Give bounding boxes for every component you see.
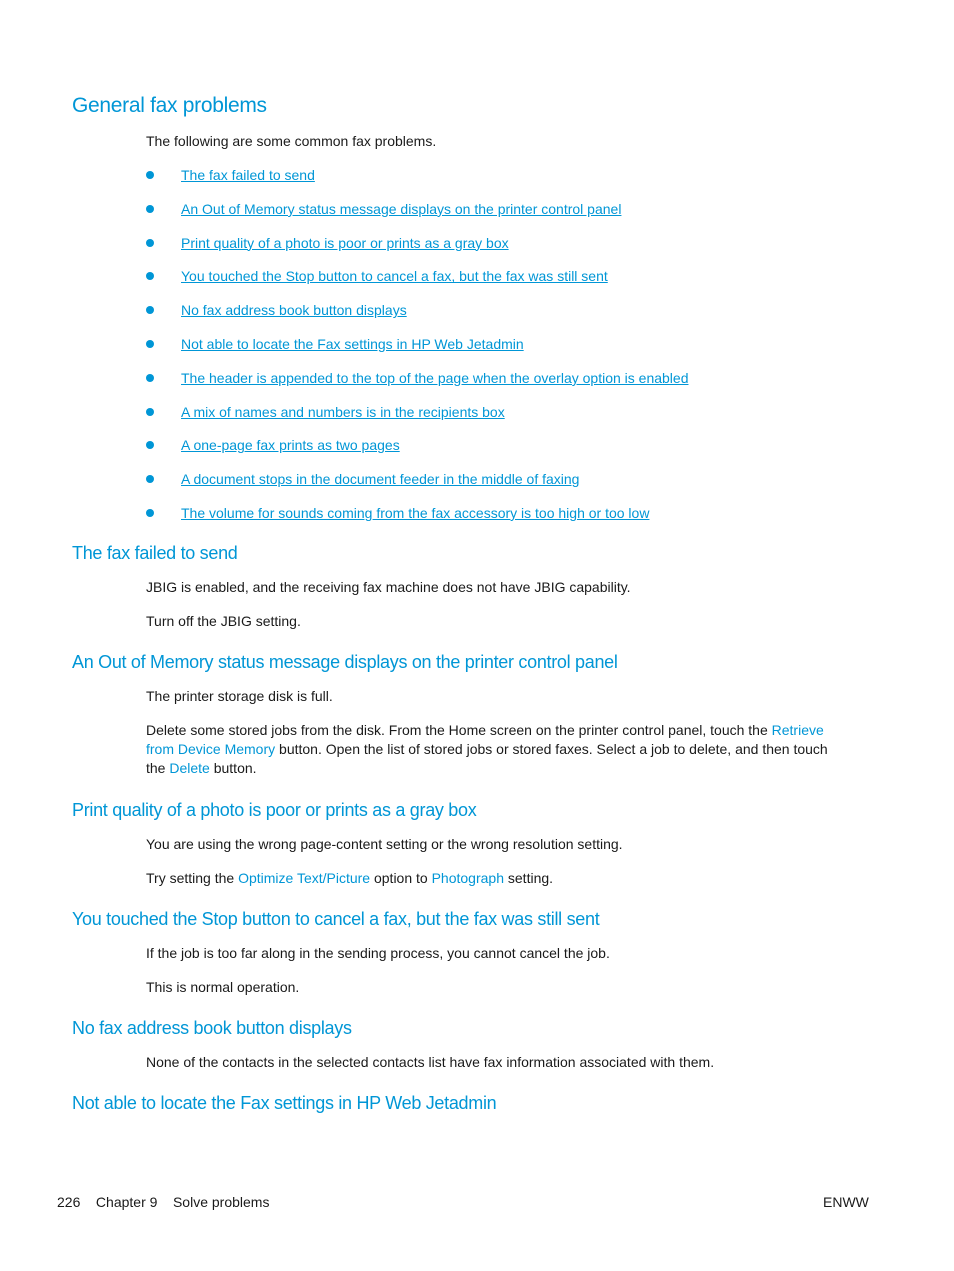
- list-item: [146, 504, 689, 538]
- bullet-icon: [146, 475, 154, 483]
- heading-print-quality: Print quality of a photo is poor or prints as a gray box: [72, 800, 477, 820]
- bullet-icon: [146, 441, 154, 449]
- chapter-title: Solve problems: [172, 1194, 270, 1210]
- link-stop-button[interactable]: You touched the Stop button to cancel a fax, but the fax was still sent: [181, 268, 608, 285]
- link-mix-names[interactable]: A mix of names and numbers is in the recipients box: [181, 403, 505, 420]
- heading-address-book: No fax address book button displays: [72, 1018, 352, 1038]
- bullet-icon: [146, 408, 154, 416]
- print-quality-solution: Try setting the Optimize Text/Picture option to Photograph setting.: [146, 870, 554, 886]
- print-quality-cause: You are using the wrong page-content setting or the wrong resolution setting.: [146, 836, 623, 852]
- bullet-icon: [146, 205, 154, 213]
- page-number: 226: [57, 1194, 81, 1210]
- list-item: [146, 335, 689, 369]
- link-fax-failed[interactable]: The fax failed to send: [181, 167, 315, 183]
- stop-button-solution: This is normal operation.: [146, 979, 300, 995]
- bullet-icon: [146, 509, 154, 517]
- heading-out-of-memory: An Out of Memory status message displays on the printer control panel: [72, 652, 618, 672]
- list-item: [146, 200, 689, 234]
- problem-link-list: [146, 166, 689, 538]
- retrieve-from-device-memory-button-ref: Retrieve from Device Memory: [146, 722, 824, 757]
- bullet-icon: [146, 239, 154, 247]
- heading-fax-failed: The fax failed to send: [72, 543, 238, 563]
- fax-failed-cause: JBIG is enabled, and the receiving fax machine does not have JBIG capability.: [146, 579, 631, 595]
- chapter-label: Chapter 9: [95, 1194, 158, 1210]
- address-book-cause: None of the contacts in the selected contacts list have fax information associated with them.: [146, 1054, 715, 1070]
- link-one-page[interactable]: A one-page fax prints as two pages: [181, 437, 400, 454]
- bullet-icon: [146, 272, 154, 280]
- stop-button-cause: If the job is too far along in the sending process, you cannot cancel the job.: [146, 945, 610, 961]
- bullet-icon: [146, 171, 154, 179]
- optimize-text-picture-ref: Optimize Text/Picture: [238, 870, 371, 886]
- bullet-icon: [146, 340, 154, 348]
- list-item: [146, 166, 689, 200]
- list-item: [146, 470, 689, 504]
- bullet-icon: [146, 374, 154, 382]
- link-print-quality[interactable]: Print quality of a photo is poor or prints as a gray box: [181, 234, 509, 251]
- page-footer-right: ENWW: [823, 1194, 869, 1210]
- link-out-of-memory[interactable]: An Out of Memory status message displays on the printer control panel: [181, 200, 622, 217]
- link-volume[interactable]: The volume for sounds coming from the fax accessory is too high or too low: [181, 504, 650, 521]
- list-item: [146, 403, 689, 437]
- link-jetadmin[interactable]: Not able to locate the Fax settings in HP Web Jetadmin: [181, 335, 524, 352]
- out-of-memory-solution: Delete some stored jobs from the disk. From the Home screen on the printer control panel, touch the Retrieve from Device Memory button. Open the list of stored jobs or stored faxes. Select a job to delete, and then touch the Delete button.: [146, 722, 828, 776]
- list-item: [146, 301, 689, 335]
- delete-button-ref: Delete: [169, 760, 210, 776]
- fax-failed-solution: Turn off the JBIG setting.: [146, 613, 301, 629]
- bullet-icon: [146, 306, 154, 314]
- photograph-ref: Photograph: [431, 870, 504, 886]
- list-item: [146, 267, 689, 301]
- heading-stop-button: You touched the Stop button to cancel a fax, but the fax was still sent: [72, 909, 600, 929]
- page-title: General fax problems: [72, 94, 267, 117]
- page-footer-left: [57, 1194, 269, 1210]
- intro-text: The following are some common fax problems.: [146, 133, 437, 149]
- list-item: [146, 234, 689, 268]
- heading-jetadmin: Not able to locate the Fax settings in HP Web Jetadmin: [72, 1093, 497, 1113]
- link-document-stops[interactable]: A document stops in the document feeder in the middle of faxing: [181, 471, 580, 488]
- link-address-book[interactable]: No fax address book button displays: [181, 302, 407, 319]
- link-header-overlay[interactable]: The header is appended to the top of the page when the overlay option is enabled: [181, 369, 689, 386]
- out-of-memory-cause: The printer storage disk is full.: [146, 688, 333, 704]
- list-item: [146, 369, 689, 403]
- list-item: [146, 436, 689, 470]
